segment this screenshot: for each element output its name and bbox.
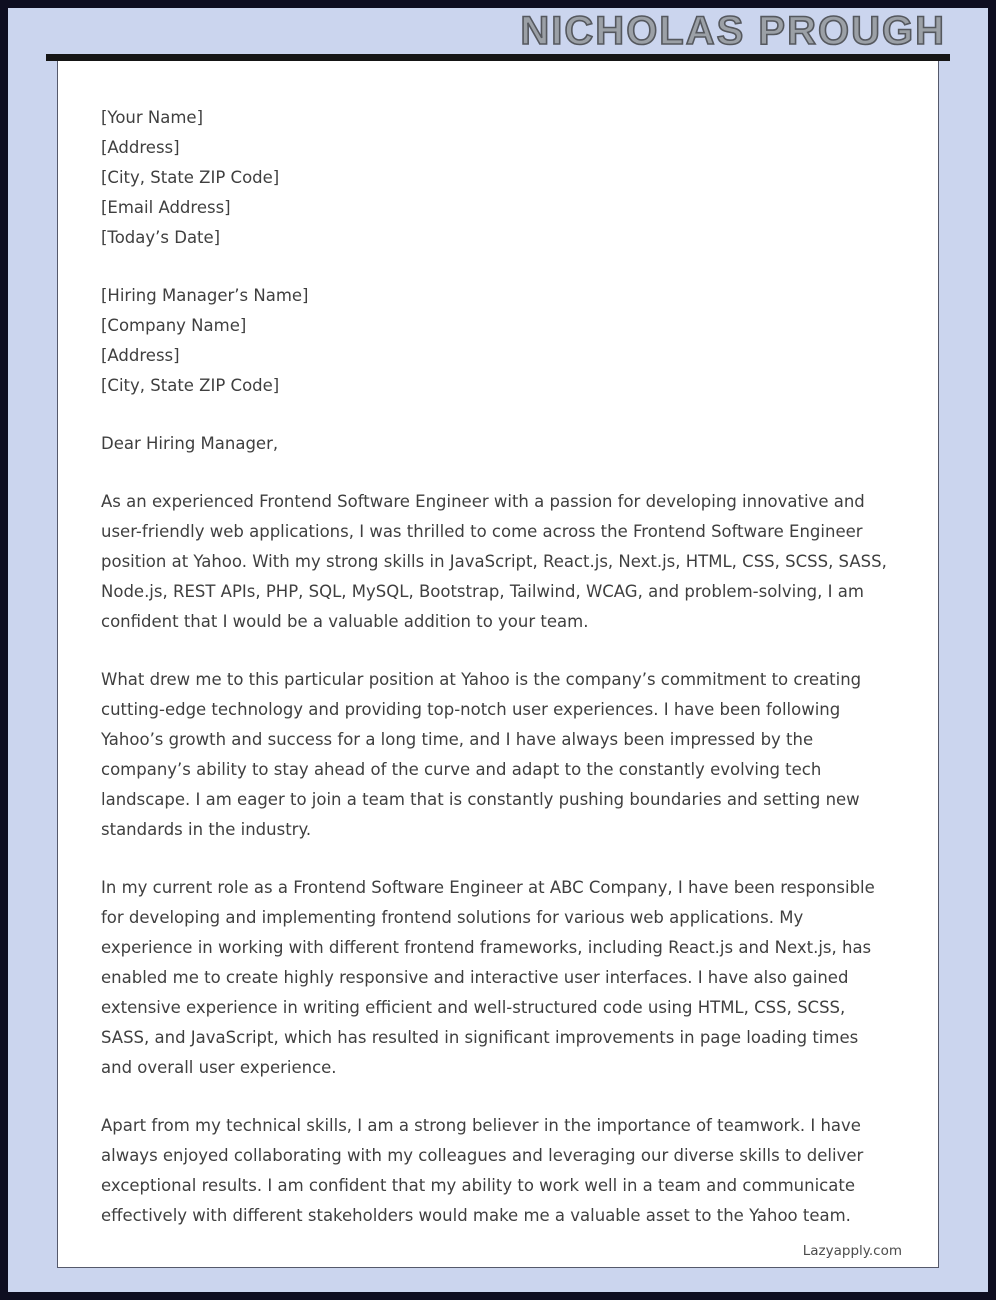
- sender-line: [Your Name]: [101, 108, 204, 127]
- recipient-line: [Address]: [101, 346, 180, 365]
- sender-line: [Today’s Date]: [101, 228, 221, 247]
- recipient-block: [101, 281, 893, 401]
- letter-paragraph: In my current role as a Frontend Software Engineer at ABC Company, I have been responsible for developing and implementing frontend solutions for various web applications. My experience in working with different frontend frameworks, including React.js and Next.js, has enabled me to create highly responsive and interactive user interfaces. I have also gained extensive experience in writing efficient and well-structured code using HTML, CSS, SCSS, SASS, and JavaScript, which has resulted in significant improvements in page loading times and overall user experience.: [101, 878, 875, 1077]
- letter-paragraph: What drew me to this particular position at Yahoo is the company’s commitment to creating cutting-edge technology and providing top-notch user experiences. I have been following Yahoo’s growth and success for a long time, and I have always been impressed by the company’s ability to stay ahead of the curve and adapt to the constantly evolving tech landscape. I am eager to join a team that is constantly pushing boundaries and setting new standards in the industry.: [101, 670, 862, 839]
- sender-block: [101, 103, 893, 253]
- header: [8, 8, 988, 54]
- recipient-line: [City, State ZIP Code]: [101, 376, 280, 395]
- recipient-line: [Company Name]: [101, 316, 247, 335]
- letter-paragraph: As an experienced Frontend Software Engineer with a passion for developing innovative and user-friendly web applications, I was thrilled to come across the Frontend Software Engineer position at Yahoo. With my strong skills in JavaScript, React.js, Next.js, HTML, CSS, SCSS, SASS, Node.js, REST APIs, PHP, SQL, MySQL, Bootstrap, Tailwind, WCAG, and problem-solving, I am confident that I would be a valuable addition to your team.: [101, 492, 887, 631]
- sender-line: [Address]: [101, 138, 180, 157]
- salutation: Dear Hiring Manager,: [101, 434, 279, 453]
- letter-paragraph: Apart from my technical skills, I am a strong believer in the importance of teamwork. I have always enjoyed collaborating with my colleagues and leveraging our diverse skills to deliver exceptional results. I am confident that my ability to work well in a team and communicate effectively with different stakeholders would make me a valuable asset to the Yahoo team.: [101, 1116, 864, 1225]
- recipient-line: [Hiring Manager’s Name]: [101, 286, 309, 305]
- sender-line: [Email Address]: [101, 198, 231, 217]
- header-name: NICHOLAS PROUGH: [520, 9, 946, 53]
- header-divider: [46, 54, 950, 61]
- lazyapply-watermark: Lazyapply.com: [802, 1243, 902, 1259]
- sender-line: [City, State ZIP Code]: [101, 168, 280, 187]
- cover-letter-document: [57, 61, 939, 1268]
